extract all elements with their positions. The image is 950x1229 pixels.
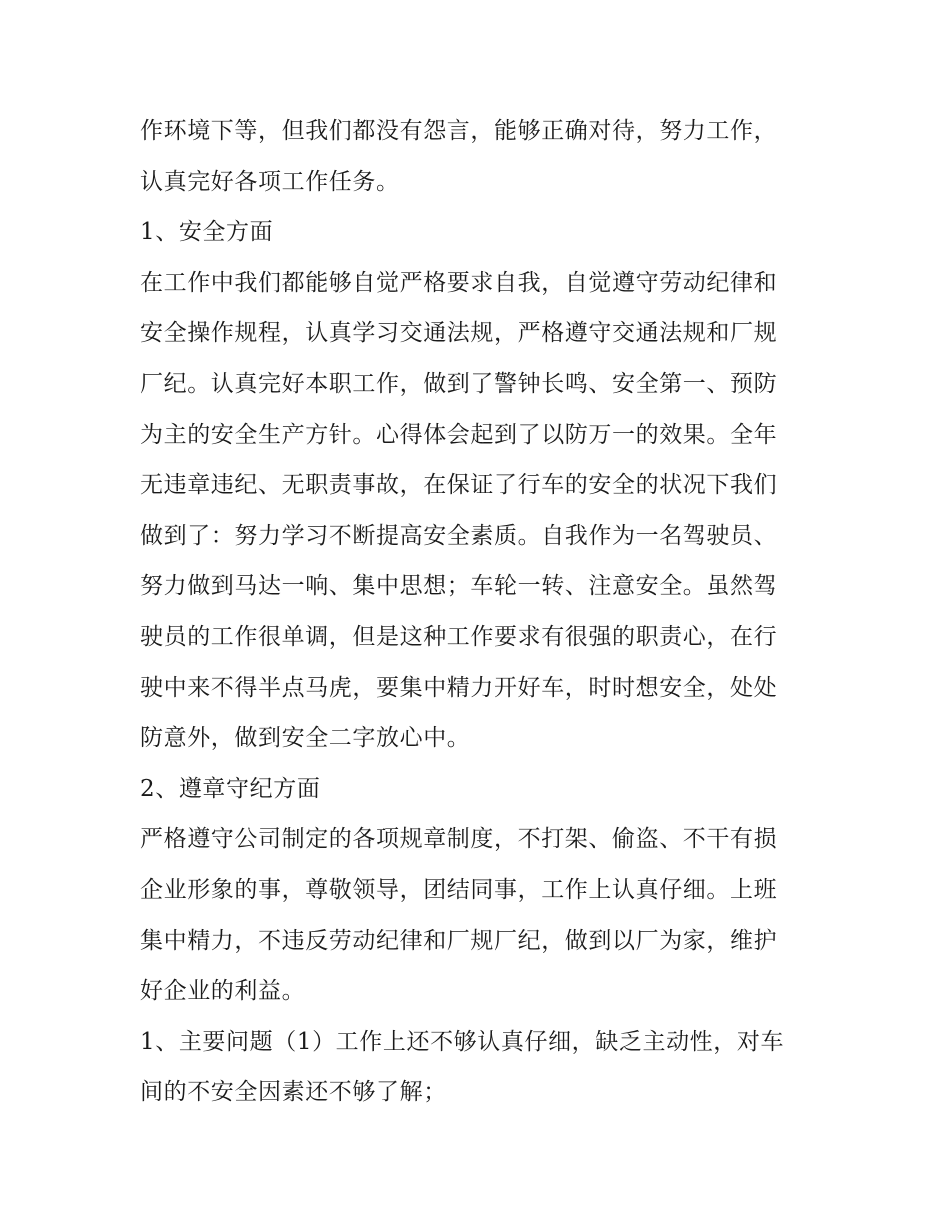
paragraph-line: 安全操作规程，认真学习交通法规，严格遵守交通法规和厂规 [140, 320, 778, 347]
paragraph-line: 严格遵守公司制定的各项规章制度，不打架、偷盗、不干有损 [140, 826, 778, 853]
paragraph-line: 集中精力，不违反劳动纪律和厂规厂纪，做到以厂为家，维护 [140, 927, 778, 954]
paragraph-line: 1、主要问题（1）工作上还不够认真仔细，缺乏主动性，对车 [140, 1028, 785, 1055]
paragraph-line: 厂纪。认真完好本职工作，做到了警钟长鸣、安全第一、预防 [140, 370, 778, 397]
paragraph-line: 无违章违纪、无职责事故，在保证了行车的安全的状况下我们 [140, 472, 778, 499]
paragraph-line: 在工作中我们都能够自觉严格要求自我，自觉遵守劳动纪律和 [140, 269, 778, 296]
paragraph-line: 间的不安全因素还不够了解； [140, 1079, 447, 1106]
paragraph-line: 驶员的工作很单调，但是这种工作要求有很强的职责心，在行 [140, 623, 778, 650]
paragraph-line: 防意外，做到安全二字放心中。 [140, 725, 471, 752]
paragraph-line: 驶中来不得半点马虎，要集中精力开好车，时时想安全，处处 [140, 674, 778, 701]
paragraph-line: 认真完好各项工作任务。 [140, 168, 400, 195]
paragraph-line: 企业形象的事，尊敬领导，团结同事，工作上认真仔细。上班 [140, 876, 778, 903]
section-heading: 2、遵章守纪方面 [140, 775, 321, 802]
section-heading: 1、安全方面 [140, 219, 274, 246]
paragraph-line: 好企业的利益。 [140, 978, 306, 1005]
paragraph-line: 作环境下等，但我们都没有怨言，能够正确对待，努力工作， [140, 118, 778, 144]
body-text [140, 106, 820, 1118]
paragraph-line: 为主的安全生产方针。心得体会起到了以防万一的效果。全年 [140, 421, 778, 448]
paragraph-line: 努力做到马达一响、集中思想；车轮一转、注意安全。虽然驾 [140, 573, 778, 600]
paragraph-line: 做到了：努力学习不断提高安全素质。自我作为一名驾驶员、 [140, 522, 778, 549]
